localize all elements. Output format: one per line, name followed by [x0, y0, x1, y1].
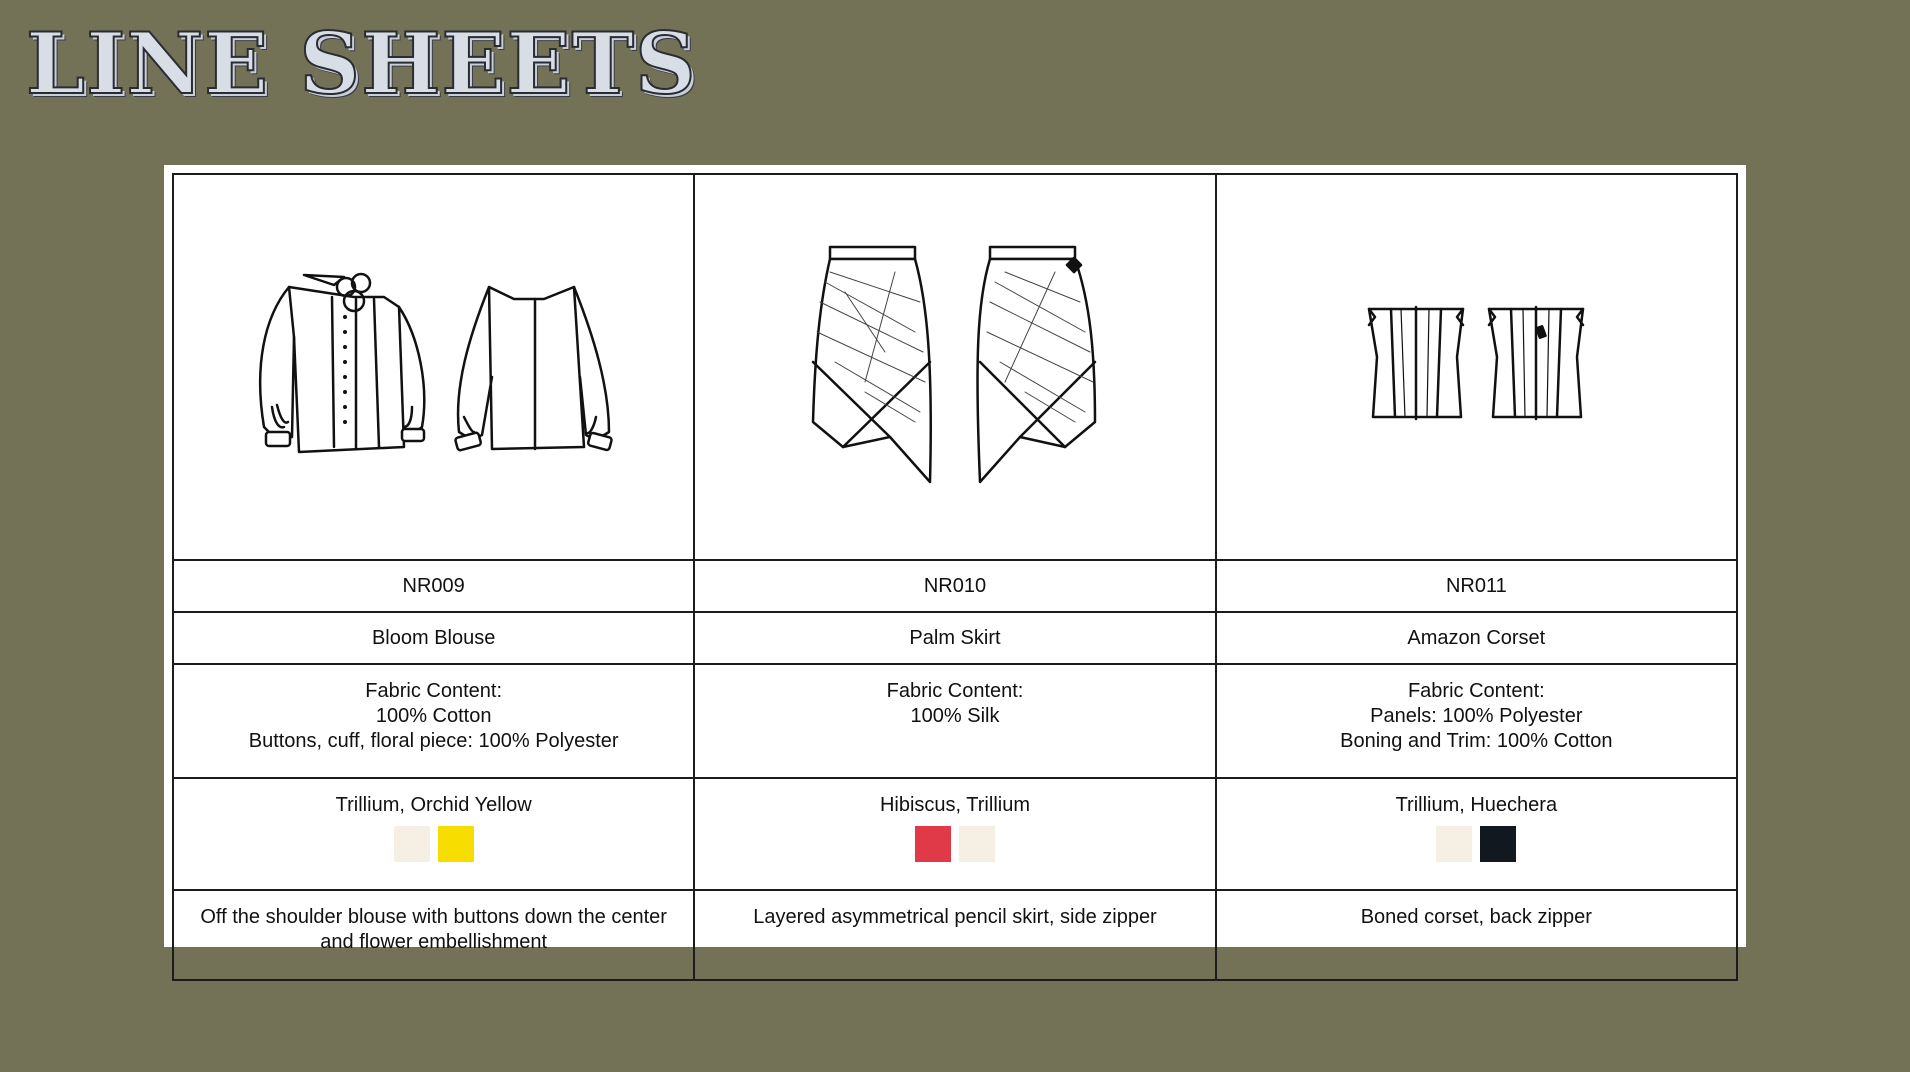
color-swatch	[959, 826, 995, 862]
product-description: Off the shoulder blouse with buttons down the center and flower embellishment	[173, 890, 694, 980]
line-sheet-table	[172, 173, 1738, 981]
product-description: Layered asymmetrical pencil skirt, side zipper	[694, 890, 1215, 980]
fabric-content	[694, 664, 1215, 778]
fabric-line: Fabric Content:	[365, 680, 503, 702]
product-code: NR010	[694, 560, 1215, 612]
fabric-line: Fabric Content:	[886, 680, 1024, 702]
colorway-label: Trillium, Huechera	[1395, 794, 1558, 816]
fabric-line: Buttons, cuff, floral piece: 100% Polyester	[248, 730, 619, 752]
fabric-line: Panels: 100% Polyester	[1370, 705, 1583, 727]
page-title: LINE SHEETS	[26, 14, 697, 113]
product-name: Palm Skirt	[694, 612, 1215, 664]
color-swatch	[1480, 826, 1516, 862]
product-sketch-cell	[694, 174, 1215, 560]
color-swatch	[915, 826, 951, 862]
colorway-cell	[173, 778, 694, 890]
fabric-line: Fabric Content:	[1407, 680, 1545, 702]
blouse-sketch-icon	[244, 257, 624, 477]
fabric-content	[1216, 664, 1737, 778]
color-swatch	[1436, 826, 1472, 862]
fabric-line: Boning and Trim: 100% Cotton	[1340, 730, 1613, 752]
colorway-label: Hibiscus, Trillium	[879, 794, 1030, 816]
colorway-cell	[694, 778, 1215, 890]
fabric-content	[173, 664, 694, 778]
product-sketch-cell	[173, 174, 694, 560]
colorway-label: Trillium, Orchid Yellow	[335, 794, 532, 816]
fabric-line: 100% Silk	[910, 705, 1000, 727]
corset-sketch-icon	[1361, 297, 1591, 437]
product-description: Boned corset, back zipper	[1216, 890, 1737, 980]
fabric-line: 100% Cotton	[375, 705, 492, 727]
product-name: Amazon Corset	[1216, 612, 1737, 664]
color-swatch	[438, 826, 474, 862]
product-name: Bloom Blouse	[173, 612, 694, 664]
skirt-sketch-icon	[805, 242, 1105, 492]
product-sketch-cell	[1216, 174, 1737, 560]
line-sheet-card	[164, 165, 1746, 953]
colorway-cell	[1216, 778, 1737, 890]
product-code: NR011	[1216, 560, 1737, 612]
product-code: NR009	[173, 560, 694, 612]
color-swatch	[394, 826, 430, 862]
